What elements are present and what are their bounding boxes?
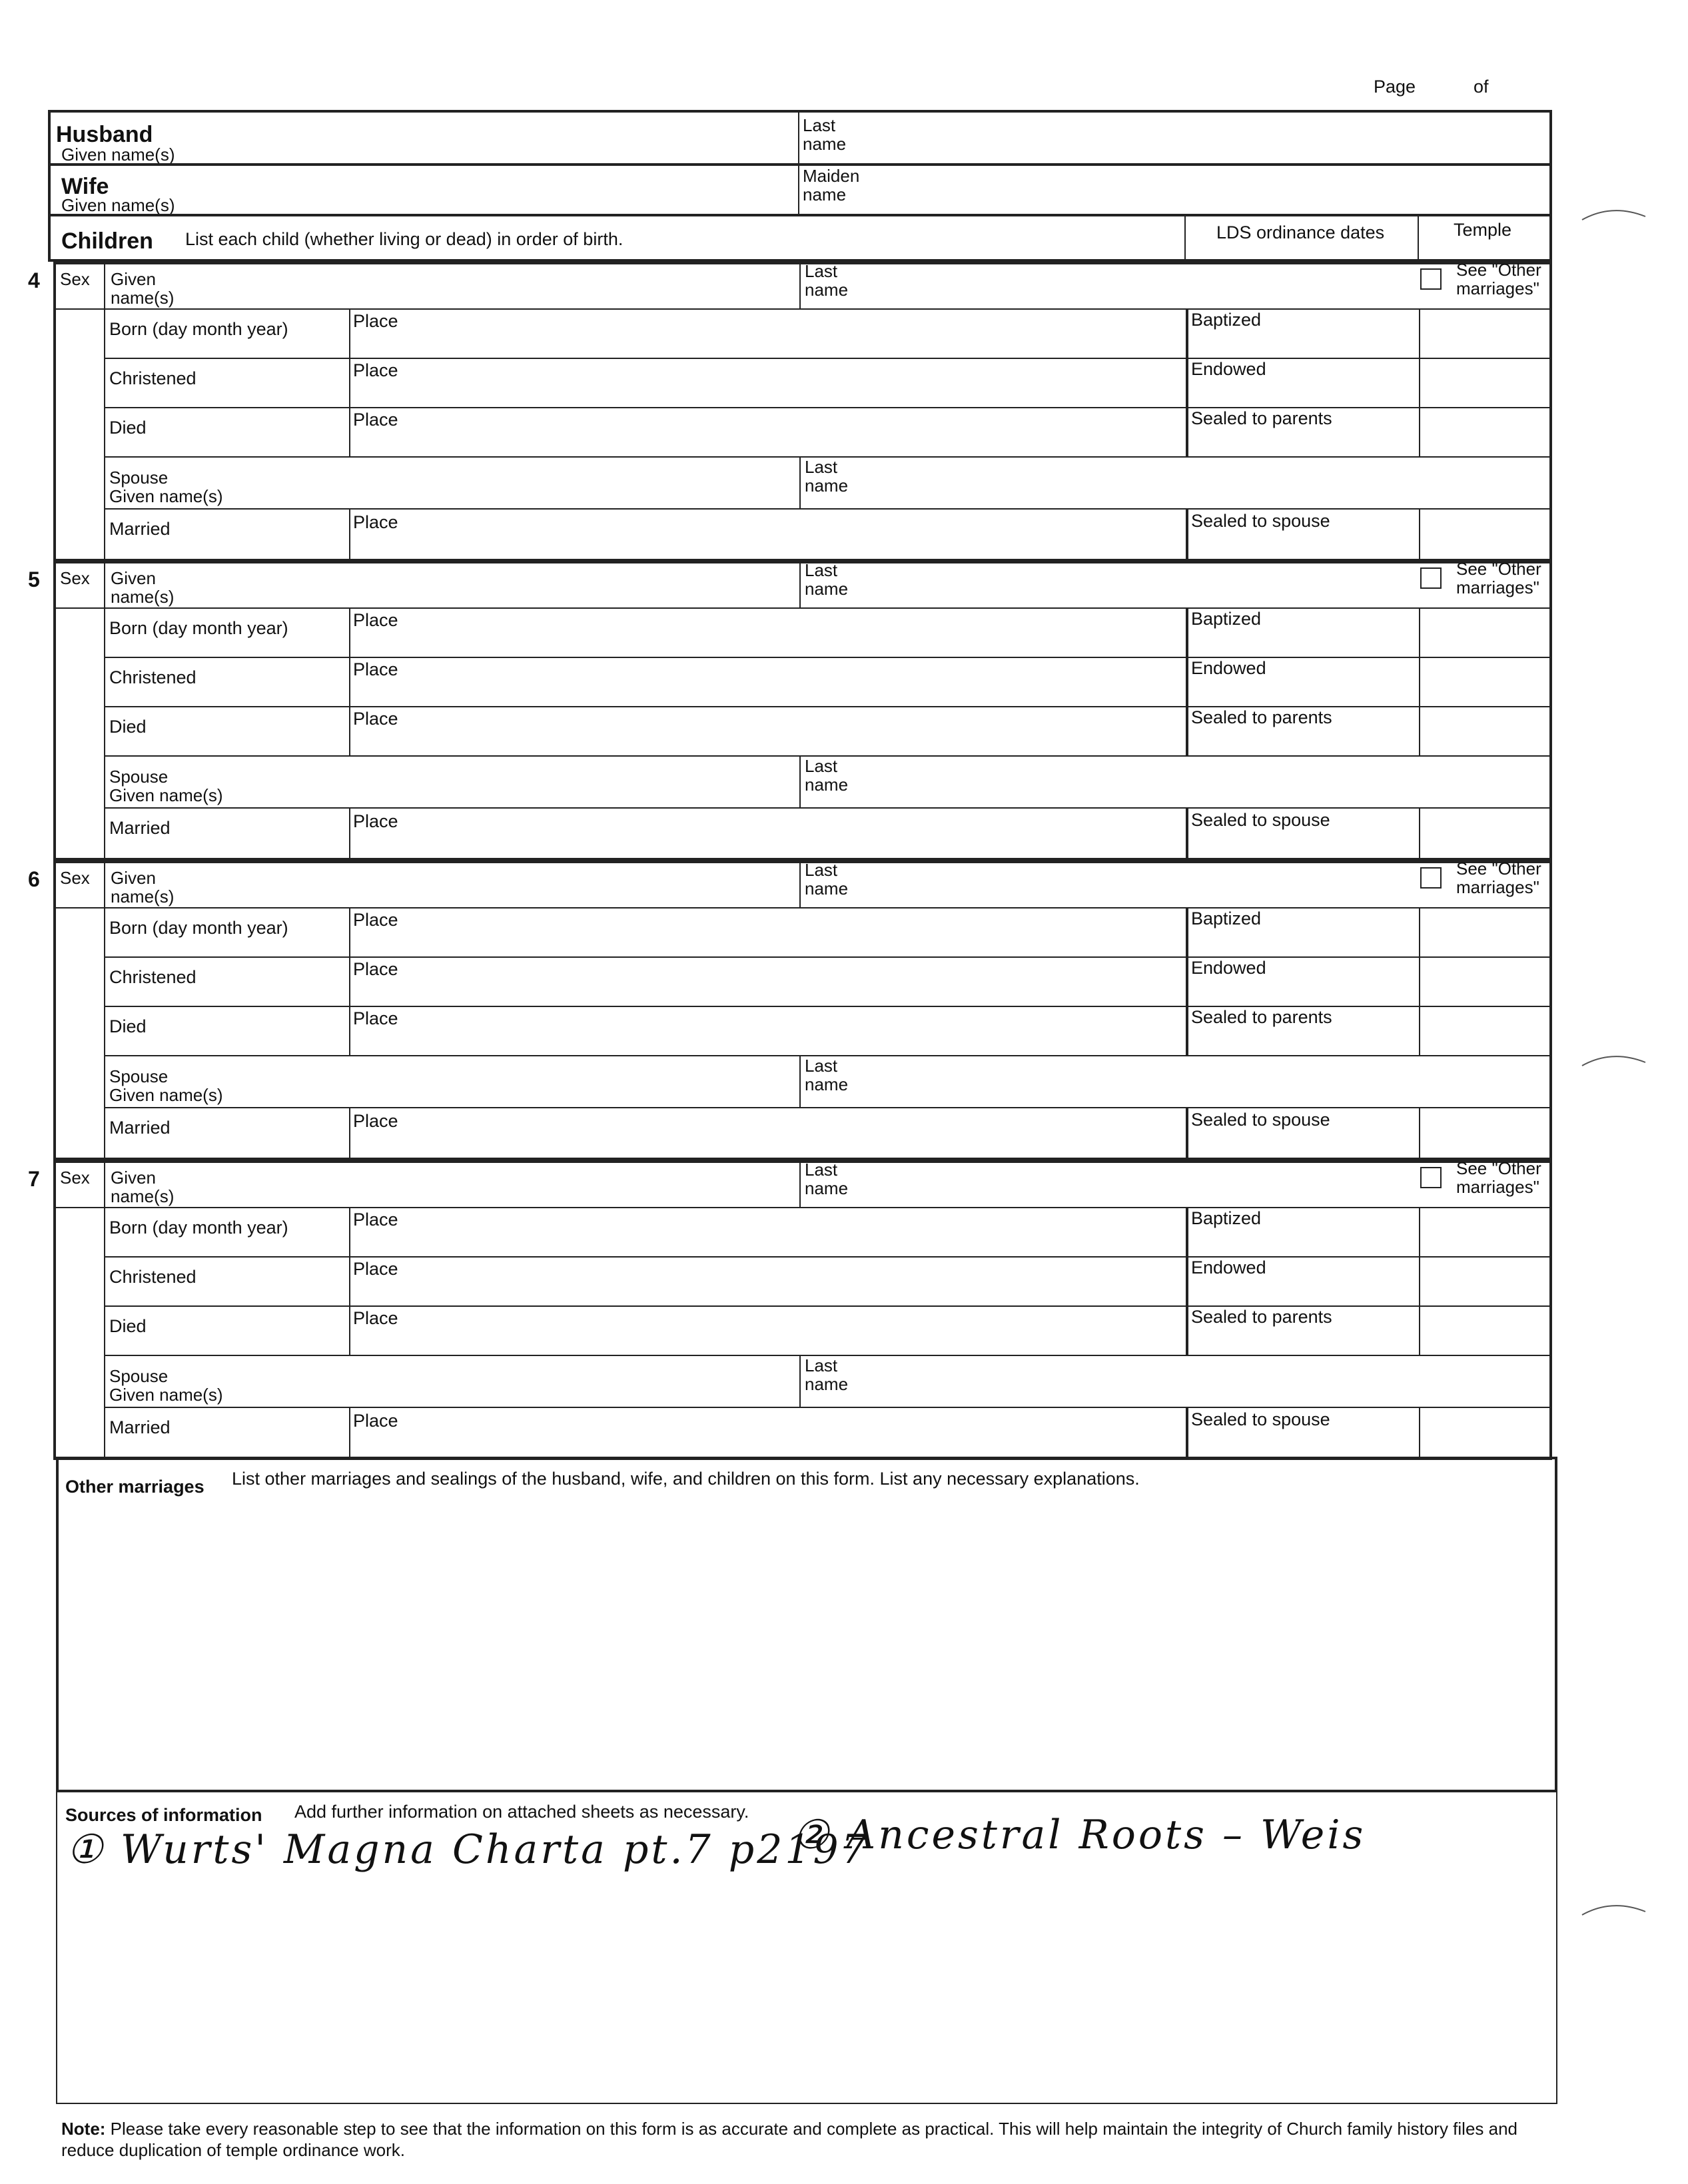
endowed-label: Endowed: [1191, 958, 1266, 978]
other-marriages-checkbox[interactable]: [1420, 268, 1442, 290]
sex-label: Sex: [60, 269, 90, 289]
other-marriages-title: Other marriages: [65, 1477, 205, 1497]
temple-label: Temple: [1454, 220, 1512, 240]
husband-name-label: name: [803, 134, 847, 154]
other-marriages-checkbox[interactable]: [1420, 567, 1442, 589]
wife-title: Wife: [61, 174, 109, 199]
given-label: Given: [111, 568, 156, 588]
other-marriages-checkbox[interactable]: [1420, 1167, 1442, 1188]
born-place-field[interactable]: [352, 311, 1183, 355]
married-label: Married: [109, 519, 171, 539]
husband-row[interactable]: [48, 110, 1552, 166]
married-label: Married: [109, 1118, 171, 1138]
place-label: Place: [353, 1411, 398, 1431]
husband-title: Husband: [56, 122, 153, 147]
born-label: Born (day month year): [109, 319, 288, 339]
sealed_parents-temple-field[interactable]: [1422, 1008, 1549, 1052]
handwritten-source-1: ① Wurts' Magna Charta pt.7 p2197: [67, 1826, 869, 1873]
baptized-label: Baptized: [1191, 1208, 1262, 1228]
child-number: 6: [28, 867, 40, 891]
place-label: Place: [353, 659, 398, 679]
see-marriages-label: marriages": [1456, 1177, 1539, 1197]
died-label: Died: [109, 1016, 147, 1036]
married-label: Married: [109, 818, 171, 838]
place-label: Place: [353, 1308, 398, 1328]
last-name-label: name: [805, 579, 849, 599]
last-label: Last: [805, 560, 838, 580]
endowed-label: Endowed: [1191, 359, 1266, 379]
sex-column-divider: [104, 1160, 105, 1460]
other-marriages-section[interactable]: [56, 1457, 1557, 1792]
endowed-temple-field[interactable]: [1422, 959, 1549, 1003]
baptized-temple-field[interactable]: [1422, 910, 1549, 954]
husband-last-label: Last: [803, 115, 836, 135]
spouse-given-label: Given name(s): [109, 785, 223, 805]
sex-column-divider: [104, 561, 105, 861]
sources-title: Sources of information: [65, 1805, 262, 1825]
last-name-label: name: [805, 280, 849, 300]
spouse-given-label: Given name(s): [109, 486, 223, 506]
place-label: Place: [353, 1111, 398, 1131]
sealed_parents-label: Sealed to parents: [1191, 1007, 1332, 1027]
spouse-last-name-label: name: [805, 775, 849, 795]
other-marriages-checkbox[interactable]: [1420, 867, 1442, 889]
christened-place-field[interactable]: [352, 360, 1183, 404]
sex-label: Sex: [60, 568, 90, 588]
spouse-given-label: Given name(s): [109, 1385, 223, 1405]
spouse-last-name-label: name: [805, 1074, 849, 1094]
sex-column-divider: [104, 262, 105, 561]
see-marriages-label: marriages": [1456, 278, 1539, 298]
place-label: Place: [353, 512, 398, 532]
last-name-label: name: [805, 879, 849, 899]
see-other-label: See "Other: [1456, 559, 1541, 579]
sealed-spouse-label: Sealed to spouse: [1191, 511, 1330, 531]
born-label: Born (day month year): [109, 618, 288, 638]
binder-mark-bottom: [1579, 1895, 1652, 1922]
place-label: Place: [353, 1008, 398, 1028]
place-label: Place: [353, 709, 398, 729]
died-label: Died: [109, 717, 147, 737]
spouse-label: Spouse: [109, 1066, 169, 1086]
sealed_parents-label: Sealed to parents: [1191, 707, 1332, 727]
died-place-field[interactable]: [352, 410, 1183, 454]
christened-label: Christened: [109, 967, 197, 987]
spouse-given-label: Given name(s): [109, 1085, 223, 1105]
died-place-field[interactable]: [352, 709, 1183, 753]
spouse-last-name-label: name: [805, 476, 849, 496]
see-other-label: See "Other: [1456, 859, 1541, 879]
sources-instruction: Add further information on attached sheets as necessary.: [294, 1802, 749, 1822]
see-marriages-label: marriages": [1456, 877, 1539, 897]
spouse-last-label: Last: [805, 756, 838, 776]
endowed-temple-field[interactable]: [1422, 360, 1549, 404]
binder-mark-middle: [1579, 1046, 1652, 1072]
died-place-field[interactable]: [352, 1308, 1183, 1352]
given-label: Given: [111, 269, 156, 289]
christened-place-field[interactable]: [352, 659, 1183, 703]
place-label: Place: [353, 910, 398, 930]
sealed-spouse-label: Sealed to spouse: [1191, 1110, 1330, 1130]
given-label: Given: [111, 1168, 156, 1188]
christened-label: Christened: [109, 667, 197, 687]
given-label: Given: [111, 868, 156, 888]
other-marriages-instruction: List other marriages and sealings of the husband, wife, and children on this form. List any necessary explanations.: [232, 1469, 1140, 1489]
given-names-label: name(s): [111, 1186, 175, 1206]
born-place-field[interactable]: [352, 610, 1183, 654]
footer-note: [61, 2118, 1553, 2161]
wife-maiden-name-label: name: [803, 184, 847, 204]
handwritten-source-2: ② Ancestral Roots – Weis: [793, 1812, 1366, 1858]
spouse-label: Spouse: [109, 767, 169, 787]
sealed-spouse-label: Sealed to spouse: [1191, 810, 1330, 830]
baptized-label: Baptized: [1191, 609, 1262, 629]
endowed-label: Endowed: [1191, 658, 1266, 678]
baptized-temple-field[interactable]: [1422, 311, 1549, 355]
baptized-temple-field[interactable]: [1422, 610, 1549, 654]
place-label: Place: [353, 360, 398, 380]
sealed_parents-label: Sealed to parents: [1191, 1307, 1332, 1327]
children-instruction: List each child (whether living or dead) in order of birth.: [185, 229, 624, 249]
baptized-label: Baptized: [1191, 909, 1262, 928]
given-names-label: name(s): [111, 288, 175, 308]
place-label: Place: [353, 959, 398, 979]
sealed-spouse-label: Sealed to spouse: [1191, 1409, 1330, 1429]
binder-mark-top: [1579, 200, 1652, 226]
baptized-temple-field[interactable]: [1422, 1210, 1549, 1254]
christened-label: Christened: [109, 368, 197, 388]
note-text: Please take every reasonable step to see that the information on this form is as accurate and complete as practical. This will help maintain the integrity of Church family history files and reduce duplication of temple ordinance work.: [61, 2119, 1518, 2160]
sealed_parents-label: Sealed to parents: [1191, 408, 1332, 428]
lds-ordinance-label: LDS ordinance dates: [1216, 222, 1385, 242]
died-label: Died: [109, 1316, 147, 1336]
spouse-last-label: Last: [805, 1056, 838, 1076]
spouse-last-label: Last: [805, 457, 838, 477]
born-label: Born (day month year): [109, 918, 288, 938]
place-label: Place: [353, 311, 398, 331]
sex-label: Sex: [60, 868, 90, 888]
place-label: Place: [353, 410, 398, 430]
place-label: Place: [353, 1259, 398, 1279]
place-label: Place: [353, 811, 398, 831]
christened-place-field[interactable]: [352, 959, 1183, 1003]
place-label: Place: [353, 1210, 398, 1230]
child-number: 7: [28, 1167, 40, 1191]
note-label: Note:: [61, 2119, 106, 2139]
born-place-field[interactable]: [352, 1210, 1183, 1254]
endowed-temple-field[interactable]: [1422, 659, 1549, 703]
endowed-label: Endowed: [1191, 1258, 1266, 1277]
married-label: Married: [109, 1417, 171, 1437]
died-place-field[interactable]: [352, 1008, 1183, 1052]
sex-label: Sex: [60, 1168, 90, 1188]
sex-column-divider: [104, 861, 105, 1160]
wife-given-label: Given name(s): [61, 195, 175, 215]
place-label: Place: [353, 610, 398, 630]
children-title: Children: [61, 228, 153, 254]
sealed_parents-temple-field[interactable]: [1422, 410, 1549, 454]
born-label: Born (day month year): [109, 1218, 288, 1238]
given-names-label: name(s): [111, 887, 175, 907]
last-label: Last: [805, 860, 838, 880]
last-label: Last: [805, 261, 838, 281]
spouse-label: Spouse: [109, 1366, 169, 1386]
wife-maiden-label: Maiden: [803, 166, 860, 186]
last-label: Last: [805, 1160, 838, 1180]
given-names-label: name(s): [111, 587, 175, 607]
died-label: Died: [109, 418, 147, 438]
spouse-label: Spouse: [109, 468, 169, 488]
christened-place-field[interactable]: [352, 1259, 1183, 1303]
child-number: 5: [28, 567, 40, 591]
christened-label: Christened: [109, 1267, 197, 1287]
child-number: 4: [28, 268, 40, 292]
see-other-label: See "Other: [1456, 260, 1541, 280]
page-label: Page: [1374, 77, 1416, 97]
baptized-label: Baptized: [1191, 310, 1262, 330]
sealed_parents-temple-field[interactable]: [1422, 1308, 1549, 1352]
husband-given-label: Given name(s): [61, 145, 175, 165]
see-other-label: See "Other: [1456, 1158, 1541, 1178]
endowed-temple-field[interactable]: [1422, 1259, 1549, 1303]
born-place-field[interactable]: [352, 910, 1183, 954]
wife-row[interactable]: [48, 163, 1552, 216]
spouse-last-name-label: name: [805, 1374, 849, 1394]
see-marriages-label: marriages": [1456, 577, 1539, 597]
of-label: of: [1474, 77, 1489, 97]
sealed_parents-temple-field[interactable]: [1422, 709, 1549, 753]
spouse-last-label: Last: [805, 1355, 838, 1375]
last-name-label: name: [805, 1178, 849, 1198]
